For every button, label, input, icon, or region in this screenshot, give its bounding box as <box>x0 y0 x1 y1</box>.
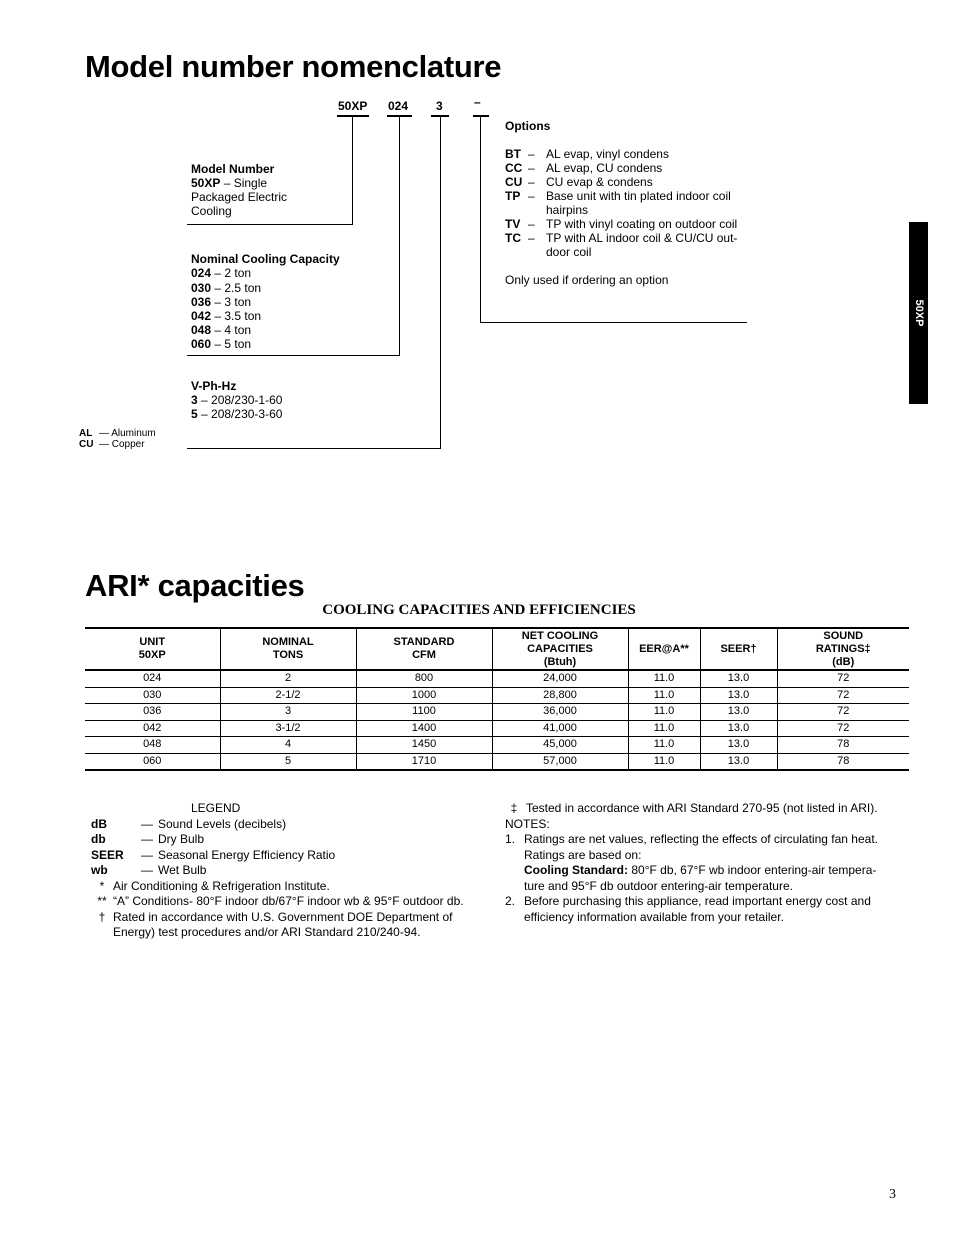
header-tons: NOMINAL TONS <box>220 628 356 670</box>
option-code: CC <box>505 161 523 175</box>
option-dash: – <box>528 175 535 189</box>
header-cfm: STANDARD CFM <box>356 628 492 670</box>
table-row <box>85 753 909 770</box>
abbrev-desc: — Copper <box>99 439 145 450</box>
cell-eer: 11.0 <box>628 753 700 770</box>
voltage-block <box>191 379 282 421</box>
option-desc: AL evap, vinyl condens <box>546 147 669 161</box>
note-1-line <box>505 879 895 895</box>
cell-tons: 5 <box>220 753 356 770</box>
legend-dash: — <box>141 863 153 877</box>
connector-capacity-v <box>399 116 400 356</box>
abbrev-code: CU <box>79 439 94 450</box>
legend-desc: Seasonal Energy Efficiency Ratio <box>158 847 336 862</box>
notes-heading: NOTES: <box>505 816 550 831</box>
option-desc-cont: door coil <box>546 245 592 259</box>
legend-title: LEGEND <box>191 801 241 815</box>
legend-desc: Wet Bulb <box>158 863 207 877</box>
capacities-table <box>85 627 909 771</box>
code-voltage: 3 <box>436 99 443 113</box>
model-number-code: 50XP <box>191 176 221 190</box>
legend <box>91 801 491 941</box>
abbrev-code: AL <box>79 428 93 439</box>
cell-unit: 048 <box>85 737 220 754</box>
table-row <box>85 720 909 737</box>
note-text: Before purchasing this appliance, read important energy cost and <box>524 894 871 908</box>
connector-options-h <box>480 322 747 323</box>
option-desc-cont: hairpins <box>546 203 589 217</box>
legend-item <box>91 863 491 879</box>
option-row <box>505 231 751 245</box>
model-number-heading: Model Number <box>191 162 275 176</box>
connector-options-v <box>480 116 481 323</box>
capacity-heading: Nominal Cooling Capacity <box>191 252 340 266</box>
cell-cfm: 1710 <box>356 753 492 770</box>
cell-eer: 11.0 <box>628 687 700 704</box>
capacity-desc: – 2.5 ton <box>214 281 262 295</box>
option-desc: AL evap, CU condens <box>546 161 663 175</box>
cell-sound: 78 <box>777 753 909 770</box>
cell-capacity: 36,000 <box>492 704 628 721</box>
option-code: CU <box>505 175 523 189</box>
cell-sound: 78 <box>777 737 909 754</box>
page-number: 3 <box>889 1187 896 1202</box>
cell-tons: 4 <box>220 737 356 754</box>
model-number-block <box>191 162 287 218</box>
footnote <box>91 879 491 895</box>
option-row <box>505 189 751 203</box>
table-row <box>85 704 909 721</box>
connector-model-h <box>187 224 353 225</box>
voltage-code: 3 <box>191 393 198 407</box>
voltage-desc: – 208/230-1-60 <box>201 393 283 407</box>
cell-unit: 036 <box>85 704 220 721</box>
legend-dash: — <box>141 832 153 846</box>
options-footer: Only used if ordering an option <box>505 273 669 287</box>
option-code: TC <box>505 231 521 245</box>
cell-tons: 2 <box>220 670 356 687</box>
cell-seer: 13.0 <box>700 720 777 737</box>
cell-sound: 72 <box>777 720 909 737</box>
model-number-desc-1: – Single <box>223 176 268 190</box>
option-dash: – <box>528 189 535 203</box>
legend-abbr: db <box>91 832 106 846</box>
cell-capacity: 45,000 <box>492 737 628 754</box>
cell-seer: 13.0 <box>700 670 777 687</box>
cell-capacity: 41,000 <box>492 720 628 737</box>
option-code: TV <box>505 217 521 231</box>
header-capacity: NET COOLING CAPACITIES (Btuh) <box>492 628 628 670</box>
option-row <box>505 161 751 175</box>
cell-capacity: 24,000 <box>492 670 628 687</box>
legend-abbr: wb <box>91 863 108 877</box>
connector-capacity-h <box>187 355 400 356</box>
legend-dash: — <box>141 816 153 831</box>
cell-sound: 72 <box>777 670 909 687</box>
cell-tons: 2-1/2 <box>220 687 356 704</box>
options-heading: Options <box>505 119 551 133</box>
note-text: ture and 95°F db outdoor entering-air temperature. <box>524 878 793 893</box>
option-row <box>505 175 751 189</box>
cell-tons: 3 <box>220 704 356 721</box>
tick-model <box>337 115 369 117</box>
cell-sound: 72 <box>777 687 909 704</box>
note-number: 2. <box>505 894 516 908</box>
notes <box>505 801 895 925</box>
note-number: 1. <box>505 832 516 846</box>
cell-eer: 11.0 <box>628 670 700 687</box>
option-row <box>505 217 751 231</box>
table-row <box>85 670 909 687</box>
nomenclature-title: Model number nomenclature <box>85 49 502 84</box>
cell-unit: 060 <box>85 753 220 770</box>
option-row <box>505 147 751 161</box>
table-caption: COOLING CAPACITIES AND EFFICIENCIES <box>322 602 636 618</box>
capacity-code: 036 <box>191 295 212 309</box>
ari-title: ARI* capacities <box>85 568 305 603</box>
cell-sound: 72 <box>777 704 909 721</box>
voltage-code: 5 <box>191 407 198 421</box>
footnote-text: “A” Conditions- 80°F indoor db/67°F indoor wb & 95°F outdoor db. <box>113 894 464 908</box>
code-options: – <box>474 95 481 109</box>
header-seer: SEER† <box>700 628 777 670</box>
material-abbrev <box>79 428 156 450</box>
note-1-line <box>505 863 895 879</box>
cell-eer: 11.0 <box>628 737 700 754</box>
capacity-code: 042 <box>191 309 212 323</box>
option-dash: – <box>528 161 535 175</box>
note-1 <box>505 832 895 848</box>
footnote-text: Air Conditioning & Refrigeration Institute. <box>113 878 330 893</box>
note-2-line <box>505 910 895 926</box>
legend-desc: Dry Bulb <box>158 832 205 846</box>
cell-capacity: 57,000 <box>492 753 628 770</box>
cell-cfm: 1450 <box>356 737 492 754</box>
footnote <box>91 894 491 910</box>
cell-unit: 042 <box>85 720 220 737</box>
cell-seer: 13.0 <box>700 704 777 721</box>
capacity-desc: – 4 ton <box>214 323 252 337</box>
legend-desc: Sound Levels (decibels) <box>158 816 287 831</box>
legend-item <box>91 848 491 864</box>
model-number-desc-2: Packaged Electric <box>191 190 288 204</box>
option-desc: TP with vinyl coating on outdoor coil <box>546 217 738 231</box>
option-desc: Base unit with tin plated indoor coil <box>546 189 731 203</box>
legend-abbr: dB <box>91 816 107 831</box>
header-eer: EER@A** <box>628 628 700 670</box>
note-2 <box>505 894 895 910</box>
cell-seer: 13.0 <box>700 737 777 754</box>
footnote-symbol: * <box>99 878 105 893</box>
option-row-cont <box>505 203 751 217</box>
cell-unit: 030 <box>85 687 220 704</box>
connector-model-v <box>352 116 353 225</box>
note-dagger-symbol: ‡ <box>510 801 518 815</box>
footnote-cont <box>91 925 491 941</box>
option-dash: – <box>528 217 535 231</box>
legend-item <box>91 817 491 833</box>
note-dagger <box>505 801 895 817</box>
table-header-row <box>85 628 909 670</box>
table-row <box>85 737 909 754</box>
capacity-desc: – 5 ton <box>214 337 252 351</box>
cell-tons: 3-1/2 <box>220 720 356 737</box>
cell-seer: 13.0 <box>700 687 777 704</box>
connector-voltage-h <box>187 448 441 449</box>
capacity-desc: – 2 ton <box>214 266 252 280</box>
option-desc: TP with AL indoor coil & CU/CU out- <box>546 231 738 245</box>
model-number-desc-3: Cooling <box>191 204 232 218</box>
tick-options <box>473 115 489 117</box>
option-dash: – <box>528 231 535 245</box>
option-dash: – <box>528 147 535 161</box>
header-sound: SOUND RATINGS‡ (dB) <box>777 628 909 670</box>
footnote-symbol: ** <box>97 894 107 908</box>
cell-cfm: 1400 <box>356 720 492 737</box>
side-tab <box>909 222 928 404</box>
cell-cfm: 1100 <box>356 704 492 721</box>
capacity-desc: – 3.5 ton <box>214 309 262 323</box>
code-capacity: 024 <box>388 99 409 113</box>
table-row <box>85 687 909 704</box>
cell-seer: 13.0 <box>700 753 777 770</box>
note-1-line <box>505 848 895 864</box>
code-model: 50XP <box>338 99 368 113</box>
legend-item <box>91 832 491 848</box>
capacity-code: 030 <box>191 281 212 295</box>
voltage-heading: V-Ph-Hz <box>191 379 237 393</box>
note-text: efficiency information available from your retailer. <box>524 909 784 924</box>
footnote-text-cont: Energy) test procedures and/or ARI Standard 210/240-94. <box>113 925 421 939</box>
option-code: TP <box>505 189 521 203</box>
legend-abbr: SEER <box>91 847 124 862</box>
cell-eer: 11.0 <box>628 720 700 737</box>
footnote-symbol: † <box>98 909 106 924</box>
capacity-block <box>191 252 340 351</box>
legend-dash: — <box>141 847 153 862</box>
footnote <box>91 910 491 926</box>
connector-voltage-v <box>440 116 441 449</box>
note-text: 80°F db, 67°F wb indoor entering-air tempera- <box>631 863 877 877</box>
cell-unit: 024 <box>85 670 220 687</box>
option-row-cont <box>505 245 751 259</box>
option-code: BT <box>505 147 521 161</box>
option-desc: CU evap & condens <box>546 175 653 189</box>
footnote-text: Rated in accordance with U.S. Government DOE Department of <box>113 909 453 924</box>
side-tab-label: 50XP <box>912 299 925 327</box>
note-bold-label: Cooling Standard: <box>524 863 628 877</box>
capacity-code: 060 <box>191 337 212 351</box>
capacity-code: 048 <box>191 323 212 337</box>
capacity-desc: – 3 ton <box>214 295 252 309</box>
note-dagger-text: Tested in accordance with ARI Standard 270-95 (not listed in ARI). <box>526 801 878 815</box>
capacity-code: 024 <box>191 266 212 280</box>
cell-eer: 11.0 <box>628 704 700 721</box>
cell-capacity: 28,800 <box>492 687 628 704</box>
note-text: Ratings are net values, reflecting the effects of circulating fan heat. <box>524 832 878 846</box>
voltage-desc: – 208/230-3-60 <box>201 407 283 421</box>
abbrev-desc: — Aluminum <box>99 428 156 439</box>
note-text: Ratings are based on: <box>524 847 642 862</box>
options-block <box>505 119 751 287</box>
header-unit: UNIT 50XP <box>85 628 220 670</box>
cell-cfm: 1000 <box>356 687 492 704</box>
cell-cfm: 800 <box>356 670 492 687</box>
